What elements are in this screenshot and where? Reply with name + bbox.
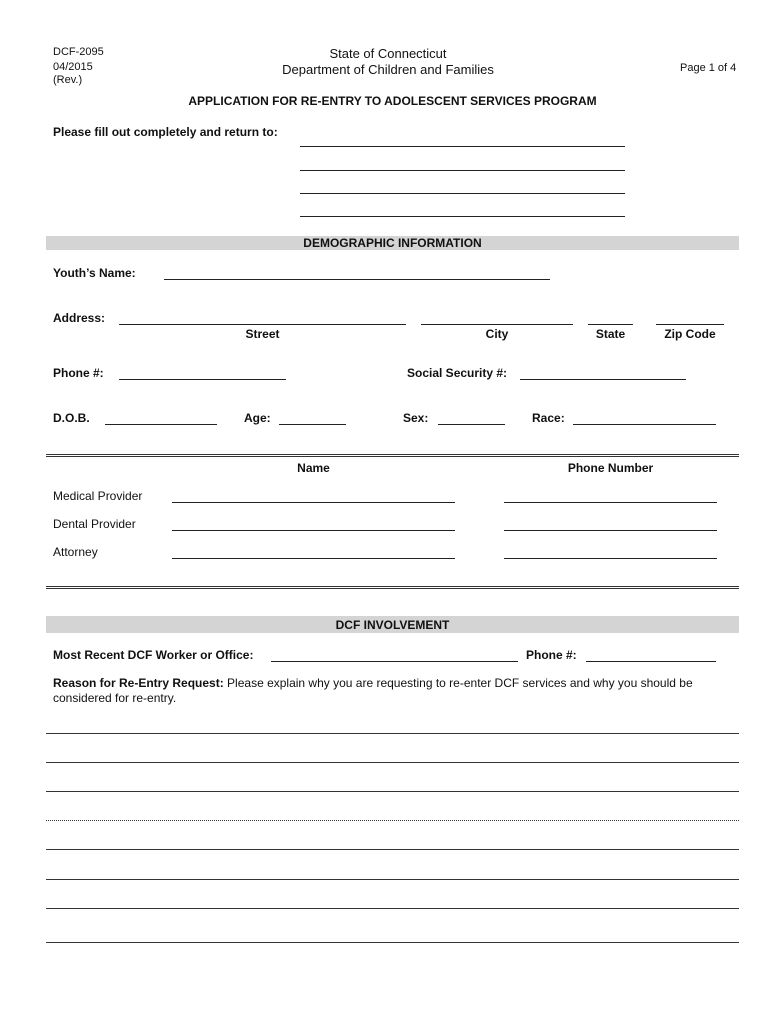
worker-phone-label: Phone #: (526, 648, 577, 662)
provider-name-header: Name (297, 461, 330, 475)
dental-provider-phone-field[interactable] (504, 530, 717, 531)
reason-writing-line[interactable] (46, 733, 739, 734)
worker-phone-field[interactable] (586, 661, 716, 662)
address-label: Address: (53, 311, 106, 325)
agency-state: State of Connecticut (329, 46, 447, 61)
page-number: Page 1 of 4 (680, 62, 737, 74)
form-date: 04/2015 (53, 61, 93, 73)
race-label: Race: (532, 411, 565, 425)
youth-name-field[interactable] (164, 279, 550, 280)
worker-field[interactable] (271, 661, 518, 662)
youth-name-label: Youth’s Name: (53, 266, 136, 280)
phone-label: Phone #: (53, 366, 104, 380)
reason-instructions (53, 676, 693, 690)
attorney-phone-field[interactable] (504, 558, 717, 559)
medical-provider-phone-field[interactable] (504, 502, 717, 503)
reason-text-continued: considered for re-entry. (53, 691, 177, 705)
form-rev: (Rev.) (53, 74, 83, 86)
street-field[interactable] (119, 324, 406, 325)
age-field[interactable] (279, 424, 346, 425)
sex-field[interactable] (438, 424, 505, 425)
reason-writing-line[interactable] (46, 849, 739, 850)
involvement-heading: DCF INVOLVEMENT (46, 616, 739, 633)
return-address-line-3[interactable] (300, 193, 625, 194)
state-field[interactable] (588, 324, 633, 325)
attorney-name-field[interactable] (172, 558, 455, 559)
return-address-line-1[interactable] (300, 146, 625, 147)
zip-field[interactable] (656, 324, 724, 325)
reason-writing-line[interactable] (46, 908, 739, 909)
city-field[interactable] (421, 324, 573, 325)
return-address-line-4[interactable] (300, 216, 625, 217)
form-number: DCF-2095 (53, 46, 104, 58)
reason-writing-line[interactable] (46, 879, 739, 880)
return-address-line-2[interactable] (300, 170, 625, 171)
ssn-field[interactable] (520, 379, 686, 380)
sex-label: Sex: (403, 411, 429, 425)
agency-department: Department of Children and Families (282, 62, 494, 77)
reason-writing-line[interactable] (46, 820, 739, 821)
providers-bottom-divider (46, 586, 739, 589)
zip-caption: Zip Code (664, 327, 716, 341)
phone-field[interactable] (119, 379, 286, 380)
state-caption: State (595, 327, 626, 341)
provider-row-label: Medical Provider (53, 489, 143, 503)
medical-provider-name-field[interactable] (172, 502, 455, 503)
reason-label: Reason for Re-Entry Request: (53, 676, 224, 690)
city-caption: City (485, 327, 509, 341)
reason-writing-line[interactable] (46, 791, 739, 792)
return-prompt: Please fill out completely and return to: (53, 125, 278, 139)
demographic-heading: DEMOGRAPHIC INFORMATION (46, 236, 739, 250)
reason-text: Please explain why you are requesting to re-enter DCF services and why you should be (227, 676, 693, 690)
providers-top-divider (46, 454, 739, 457)
provider-row-label: Attorney (53, 545, 98, 559)
dob-label: D.O.B. (53, 411, 90, 425)
ssn-label: Social Security #: (407, 366, 508, 380)
reason-writing-line[interactable] (46, 762, 739, 763)
dob-field[interactable] (105, 424, 217, 425)
age-label: Age: (244, 411, 271, 425)
dental-provider-name-field[interactable] (172, 530, 455, 531)
street-caption: Street (245, 327, 280, 341)
race-field[interactable] (573, 424, 716, 425)
form-title: APPLICATION FOR RE-ENTRY TO ADOLESCENT SERVICES PROGRAM (188, 94, 597, 108)
provider-phone-header: Phone Number (567, 461, 654, 475)
worker-label: Most Recent DCF Worker or Office: (53, 648, 254, 662)
reason-writing-line[interactable] (46, 942, 739, 943)
provider-row-label: Dental Provider (53, 517, 136, 531)
